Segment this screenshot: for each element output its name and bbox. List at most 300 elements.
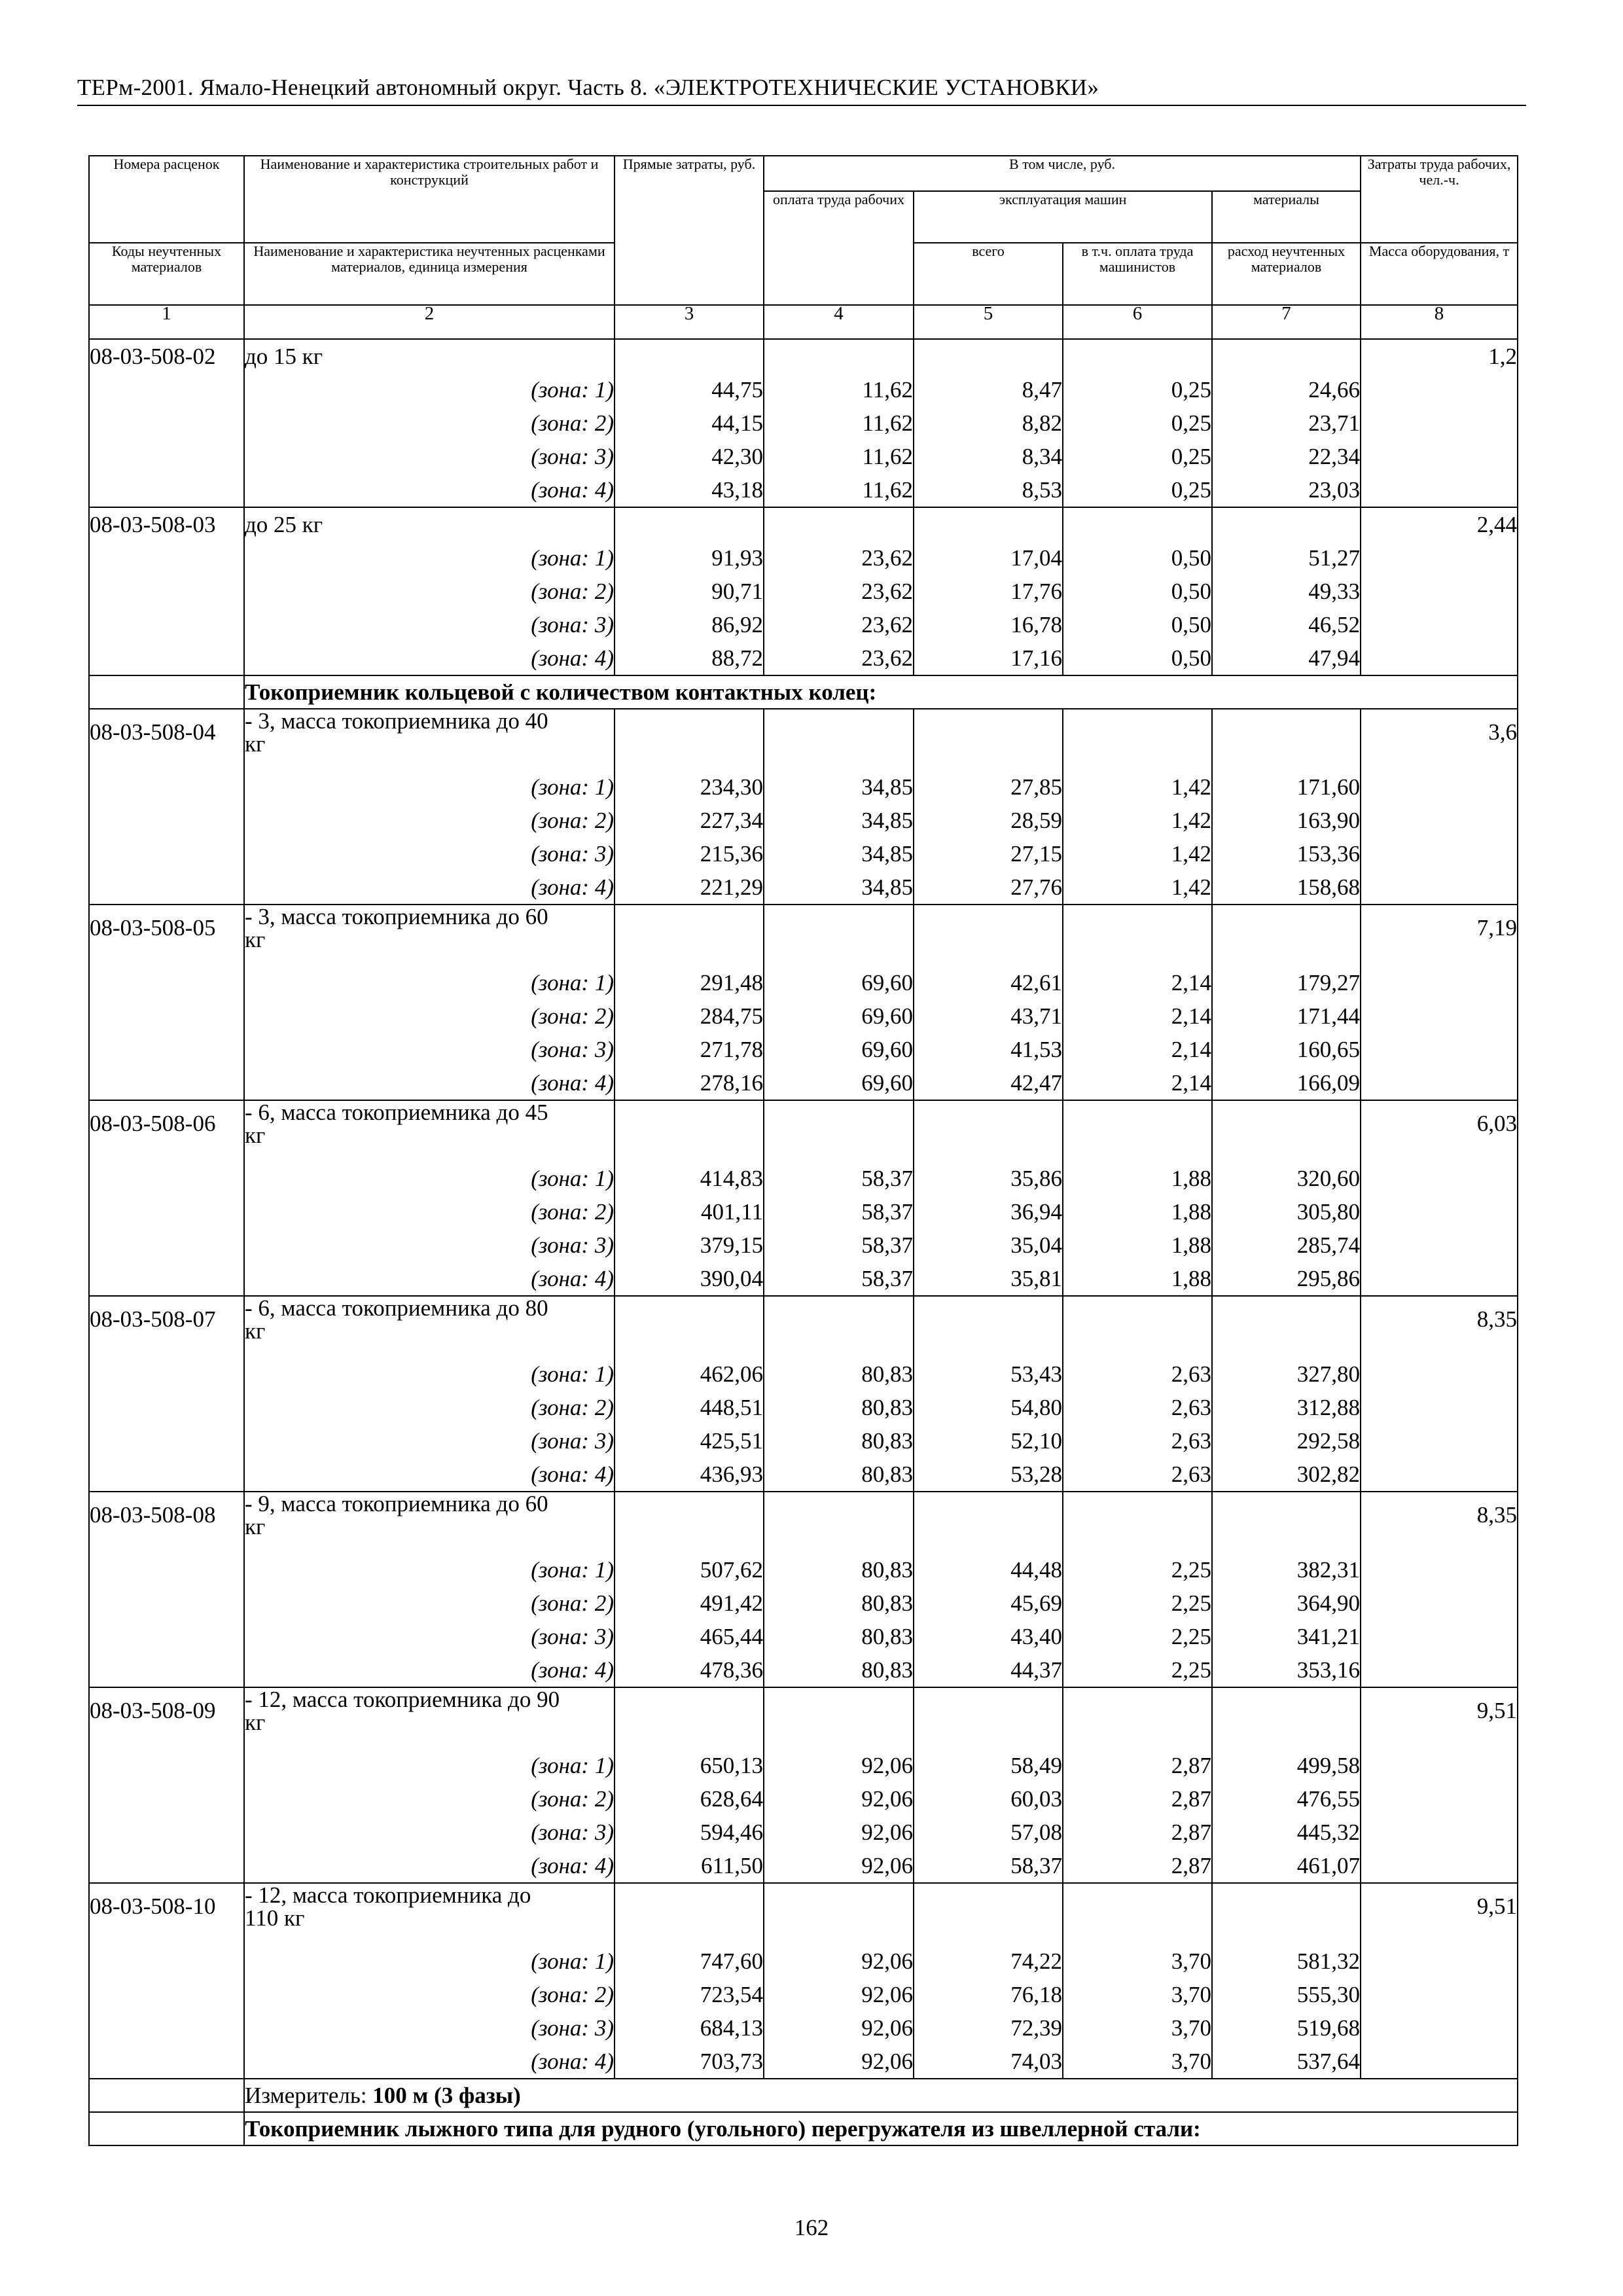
measurement-unit [244, 2079, 1518, 2112]
spacer [764, 1884, 913, 1929]
spacer [615, 1688, 763, 1734]
col-number: 1 [89, 305, 244, 339]
zone-label: (зона: 1) [531, 1753, 614, 1778]
zone-label: (зона: 4) [531, 874, 614, 900]
machines-total-value: 74,03 [1010, 2049, 1062, 2074]
zone-label: (зона: 2) [531, 410, 614, 436]
direct-cost-value: 747,60 [700, 1948, 763, 1974]
machinist-wages-value: 0,50 [1171, 645, 1211, 671]
spacer [1213, 905, 1360, 951]
spacer [1063, 1297, 1211, 1342]
machines-total-value: 43,40 [1010, 1624, 1062, 1649]
direct-cost-value: 478,36 [700, 1657, 763, 1683]
materials-value: 445,32 [1296, 1820, 1361, 1845]
direct-cost-value-cell [615, 339, 764, 507]
work-name-line: - 12, масса токоприемника до [245, 1882, 531, 1908]
machines-total-value: 54,80 [1010, 1395, 1062, 1420]
materials-value: 23,71 [1308, 410, 1361, 436]
machines-total-value-cell [914, 1492, 1063, 1687]
machinist-wages-value: 2,25 [1171, 1657, 1211, 1683]
machinist-wages-value: 0,25 [1171, 377, 1211, 403]
direct-cost-value-cell [615, 507, 764, 675]
machines-total-value: 42,47 [1010, 1070, 1062, 1096]
machinist-wages-value-cell [1063, 507, 1212, 675]
machinist-wages-value: 1,88 [1171, 1232, 1211, 1258]
wages-value: 92,06 [861, 1853, 913, 1878]
machines-total-value: 60,03 [1010, 1786, 1062, 1812]
machines-total-value: 42,61 [1010, 970, 1062, 996]
work-name-line: кг [245, 1710, 266, 1735]
wages-value: 23,62 [861, 579, 913, 604]
zone-label: (зона: 3) [531, 612, 614, 637]
direct-cost-value-cell [615, 709, 764, 905]
materials-value: 382,31 [1296, 1557, 1361, 1583]
equipment-mass: 9,51 [1361, 1883, 1518, 2079]
direct-cost-value: 234,30 [700, 774, 763, 800]
machinist-wages-value: 0,25 [1171, 410, 1211, 436]
rate-code: 08-03-508-07 [89, 1296, 244, 1492]
work-description [244, 1100, 615, 1296]
materials-value: 519,68 [1296, 2015, 1361, 2041]
spacer [764, 1342, 913, 1357]
direct-cost-value-cell [615, 1100, 764, 1296]
machinist-wages-value: 2,63 [1171, 1361, 1211, 1387]
direct-cost-value: 491,42 [700, 1590, 763, 1616]
spacer [764, 508, 913, 541]
machines-total-value: 17,76 [1010, 579, 1062, 604]
work-description [244, 339, 615, 507]
direct-cost-value: 86,92 [711, 612, 763, 637]
materials-value: 179,27 [1296, 970, 1361, 996]
wages-value: 58,37 [861, 1266, 913, 1291]
zone-label: (зона: 4) [531, 2049, 614, 2074]
meter-row [89, 2079, 1518, 2112]
spacer [1063, 951, 1211, 966]
machines-total-value: 27,85 [1010, 774, 1062, 800]
wages-value-cell [764, 339, 914, 507]
spacer [245, 1147, 614, 1162]
direct-cost-value: 448,51 [700, 1395, 763, 1420]
spacer [1063, 1147, 1211, 1162]
direct-cost-value: 42,30 [711, 444, 763, 469]
spacer [764, 1734, 913, 1749]
zone-label: (зона: 1) [531, 545, 614, 571]
spacer [245, 1538, 614, 1553]
zone-label: (зона: 2) [531, 579, 614, 604]
machines-total-value: 58,37 [1010, 1853, 1062, 1878]
machines-total-value: 16,78 [1010, 612, 1062, 637]
work-description [244, 1883, 615, 2079]
direct-cost-value: 650,13 [700, 1753, 763, 1778]
work-name-line: - 6, масса токоприемника до 45 [245, 1100, 548, 1125]
machinist-wages-value: 2,87 [1171, 1820, 1211, 1845]
rate-code: 08-03-508-06 [89, 1100, 244, 1296]
spacer [1063, 709, 1211, 755]
col-name-top: Наименование и характеристика строительных работ и конструкций [244, 156, 615, 243]
zone-label: (зона: 3) [531, 1820, 614, 1845]
wages-value: 58,37 [861, 1166, 913, 1191]
direct-cost-value: 43,18 [711, 477, 763, 503]
zone-label: (зона: 2) [531, 808, 614, 833]
meter-label: Измеритель: [245, 2083, 367, 2108]
spacer [764, 1101, 913, 1147]
materials-value: 555,30 [1296, 1982, 1361, 2007]
materials-value: 46,52 [1308, 612, 1361, 637]
materials-value: 302,82 [1296, 1462, 1361, 1487]
materials-value-cell [1212, 1492, 1361, 1687]
materials-value: 537,64 [1296, 2049, 1361, 2074]
wages-value: 69,60 [861, 1070, 913, 1096]
spacer [764, 340, 913, 373]
machines-total-value: 8,34 [1022, 444, 1062, 469]
machinist-wages-value: 3,70 [1171, 2049, 1211, 2074]
spacer [615, 755, 763, 770]
machines-total-value: 41,53 [1010, 1037, 1062, 1062]
machinist-wages-value-cell [1063, 1296, 1212, 1492]
zone-label: (зона: 3) [531, 1037, 614, 1062]
materials-value-cell [1212, 1100, 1361, 1296]
zone-label: (зона: 1) [531, 377, 614, 403]
machines-total-value-cell [914, 1883, 1063, 2079]
spacer [245, 1734, 614, 1749]
equipment-mass: 8,35 [1361, 1492, 1518, 1687]
work-name-line: кг [245, 1514, 266, 1539]
zone-label: (зона: 2) [531, 1003, 614, 1029]
wages-value: 92,06 [861, 1982, 913, 2007]
work-name-line: кг [245, 1122, 266, 1148]
zone-label: (зона: 3) [531, 444, 614, 469]
direct-cost-value: 594,46 [700, 1820, 763, 1845]
materials-value: 476,55 [1296, 1786, 1361, 1812]
machines-total-value-cell [914, 1296, 1063, 1492]
materials-value-cell [1212, 339, 1361, 507]
spacer [914, 508, 1062, 541]
col-machines-total: всего [914, 243, 1063, 305]
spacer [764, 755, 913, 770]
work-name [245, 1884, 614, 1929]
machinist-wages-value: 0,50 [1171, 579, 1211, 604]
machinist-wages-value: 0,25 [1171, 444, 1211, 469]
meter-value: 100 м (3 фазы) [372, 2083, 521, 2108]
machines-total-value: 35,86 [1010, 1166, 1062, 1191]
direct-cost-value: 271,78 [700, 1037, 763, 1062]
spacer [764, 1297, 913, 1342]
work-name-line: до 15 кг [245, 344, 323, 369]
spacer [1063, 905, 1211, 951]
spacer [1213, 1688, 1360, 1734]
table-row [89, 709, 1518, 905]
machines-total-value: 8,47 [1022, 377, 1062, 403]
wages-value: 80,83 [861, 1395, 913, 1420]
materials-value: 51,27 [1308, 545, 1361, 571]
machinist-wages-value: 2,63 [1171, 1395, 1211, 1420]
wages-value: 92,06 [861, 2015, 913, 2041]
spacer [914, 1147, 1062, 1162]
spacer [245, 951, 614, 966]
machinist-wages-value: 2,87 [1171, 1786, 1211, 1812]
materials-value-cell [1212, 709, 1361, 905]
wages-value: 80,83 [861, 1624, 913, 1649]
spacer [615, 709, 763, 755]
spacer [914, 1884, 1062, 1929]
machinist-wages-value-cell [1063, 905, 1212, 1100]
machines-total-value-cell [914, 1100, 1063, 1296]
machines-total-value: 76,18 [1010, 1982, 1062, 2007]
work-name-line: кг [245, 1318, 266, 1344]
machines-total-value: 74,22 [1010, 1948, 1062, 1974]
direct-cost-value: 88,72 [711, 645, 763, 671]
wages-value: 34,85 [861, 874, 913, 900]
machinist-wages-value: 3,70 [1171, 1948, 1211, 1974]
spacer [615, 905, 763, 951]
zone-label: (зона: 4) [531, 477, 614, 503]
wages-value: 92,06 [861, 1753, 913, 1778]
spacer [1213, 1101, 1360, 1147]
materials-value: 166,09 [1296, 1070, 1361, 1096]
materials-value-cell [1212, 1296, 1361, 1492]
spacer [764, 1929, 913, 1945]
materials-value: 47,94 [1308, 645, 1361, 671]
spacer [615, 1538, 763, 1553]
equipment-mass: 6,03 [1361, 1100, 1518, 1296]
materials-value: 305,80 [1296, 1199, 1361, 1225]
direct-cost-value: 278,16 [700, 1070, 763, 1096]
work-description [244, 507, 615, 675]
col-number: 7 [1212, 305, 1361, 339]
header-rule [77, 105, 1526, 106]
wages-value-cell [764, 507, 914, 675]
spacer [914, 1297, 1062, 1342]
machinist-wages-value: 2,87 [1171, 1853, 1211, 1878]
machines-total-value-cell [914, 339, 1063, 507]
zone-label: (зона: 4) [531, 1657, 614, 1683]
table-row [89, 339, 1518, 507]
direct-cost-value: 90,71 [711, 579, 763, 604]
section-spacer [89, 675, 244, 709]
wages-value: 23,62 [861, 612, 913, 637]
direct-cost-value-cell [615, 905, 764, 1100]
work-name [245, 1101, 614, 1147]
spacer [1213, 709, 1360, 755]
machinist-wages-value-cell [1063, 1492, 1212, 1687]
zone-label: (зона: 4) [531, 1070, 614, 1096]
machines-total-value: 44,37 [1010, 1657, 1062, 1683]
spacer [1213, 755, 1360, 770]
machines-total-value: 72,39 [1010, 2015, 1062, 2041]
spacer [1063, 1101, 1211, 1147]
work-name [245, 905, 614, 951]
work-name [245, 1297, 614, 1342]
spacer [1213, 1492, 1360, 1538]
work-name-line: кг [245, 927, 266, 952]
spacer [615, 1342, 763, 1357]
spacer [914, 340, 1062, 373]
spacer [1213, 1884, 1360, 1929]
machines-total-value-cell [914, 905, 1063, 1100]
direct-cost-value: 611,50 [701, 1853, 763, 1878]
wages-value-cell [764, 1492, 914, 1687]
direct-cost-value: 379,15 [700, 1232, 763, 1258]
machines-total-value: 52,10 [1010, 1428, 1062, 1454]
wages-value-cell [764, 1100, 914, 1296]
wages-value-cell [764, 1296, 914, 1492]
work-name-line: кг [245, 731, 266, 757]
equipment-mass: 7,19 [1361, 905, 1518, 1100]
direct-cost-value-cell [615, 1883, 764, 2079]
machines-total-value: 27,76 [1010, 874, 1062, 900]
equipment-mass: 8,35 [1361, 1296, 1518, 1492]
zone-label: (зона: 1) [531, 774, 614, 800]
machines-total-value: 28,59 [1010, 808, 1062, 833]
spacer [615, 1929, 763, 1945]
spacer [764, 905, 913, 951]
zone-label: (зона: 3) [531, 841, 614, 867]
machinist-wages-value: 1,42 [1171, 774, 1211, 800]
materials-value: 160,65 [1296, 1037, 1361, 1062]
spacer [615, 508, 763, 541]
materials-value: 353,16 [1296, 1657, 1361, 1683]
direct-cost-value-cell [615, 1296, 764, 1492]
zone-label: (зона: 1) [531, 1557, 614, 1583]
spacer [615, 1147, 763, 1162]
spacer [914, 905, 1062, 951]
direct-cost-value: 425,51 [700, 1428, 763, 1454]
col-machines-wages: в т.ч. оплата труда машинистов [1063, 243, 1212, 305]
spacer [1063, 1734, 1211, 1749]
col-number: 5 [914, 305, 1063, 339]
section-title: Токоприемник лыжного типа для рудного (угольного) перегружателя из швеллерной стали: [244, 2112, 1518, 2145]
direct-cost-value: 507,62 [700, 1557, 763, 1583]
materials-value: 153,36 [1296, 841, 1361, 867]
wages-value: 58,37 [861, 1199, 913, 1225]
zone-label: (зона: 3) [531, 1232, 614, 1258]
equipment-mass: 9,51 [1361, 1687, 1518, 1883]
wages-value: 80,83 [861, 1361, 913, 1387]
wages-value: 80,83 [861, 1428, 913, 1454]
direct-cost-value-cell [615, 1492, 764, 1687]
col-code-top: Номера расценок [89, 156, 244, 243]
machines-total-value: 57,08 [1010, 1820, 1062, 1845]
wages-value: 23,62 [861, 545, 913, 571]
machinist-wages-value: 2,25 [1171, 1624, 1211, 1649]
col-materials: материалы [1212, 191, 1361, 243]
spacer [914, 1342, 1062, 1357]
materials-value-cell [1212, 507, 1361, 675]
spacer [1213, 951, 1360, 966]
spacer [914, 1101, 1062, 1147]
col-number: 2 [244, 305, 615, 339]
direct-cost-value: 44,15 [711, 410, 763, 436]
zone-label: (зона: 2) [531, 1395, 614, 1420]
direct-cost-value: 227,34 [700, 808, 763, 833]
spacer [615, 340, 763, 373]
table-row [89, 507, 1518, 675]
materials-value: 581,32 [1296, 1948, 1361, 1974]
machinist-wages-value: 2,63 [1171, 1462, 1211, 1487]
machines-total-value: 53,43 [1010, 1361, 1062, 1387]
zone-label: (зона: 1) [531, 1166, 614, 1191]
zone-label: (зона: 4) [531, 1853, 614, 1878]
machinist-wages-value: 1,42 [1171, 874, 1211, 900]
machines-total-value: 35,04 [1010, 1232, 1062, 1258]
work-name-line: - 6, масса токоприемника до 80 [245, 1295, 548, 1321]
col-number: 4 [764, 305, 914, 339]
wages-value: 92,06 [861, 2049, 913, 2074]
zone-label: (зона: 4) [531, 1266, 614, 1291]
work-description [244, 1296, 615, 1492]
spacer [245, 755, 614, 770]
wages-value: 69,60 [861, 970, 913, 996]
wages-value: 92,06 [861, 1820, 913, 1845]
spacer [1213, 1147, 1360, 1162]
spacer [764, 1492, 913, 1538]
spacer [1213, 508, 1360, 541]
spacer [764, 1688, 913, 1734]
work-description [244, 1687, 615, 1883]
col-materials-unaccounted: расход неучтенных материалов [1212, 243, 1361, 305]
zone-label: (зона: 2) [531, 1786, 614, 1812]
machinist-wages-value: 2,25 [1171, 1557, 1211, 1583]
direct-cost-value: 291,48 [700, 970, 763, 996]
direct-cost-value: 462,06 [700, 1361, 763, 1387]
wages-value: 34,85 [861, 841, 913, 867]
table-row [89, 905, 1518, 1100]
spacer [615, 1734, 763, 1749]
materials-value-cell [1212, 1687, 1361, 1883]
materials-value-cell [1212, 1883, 1361, 2079]
spacer [914, 1734, 1062, 1749]
page-number: 162 [794, 2215, 829, 2240]
materials-value: 171,44 [1296, 1003, 1361, 1029]
machinist-wages-value: 3,70 [1171, 2015, 1211, 2041]
rate-code: 08-03-508-03 [89, 507, 244, 675]
work-name-line: 110 кг [245, 1905, 305, 1931]
direct-cost-value: 215,36 [700, 841, 763, 867]
spacer [914, 1688, 1062, 1734]
wages-value: 92,06 [861, 1948, 913, 1974]
work-description [244, 905, 615, 1100]
wages-value: 23,62 [861, 645, 913, 671]
materials-value: 499,58 [1296, 1753, 1361, 1778]
zone-label: (зона: 3) [531, 1428, 614, 1454]
machinist-wages-value: 2,25 [1171, 1590, 1211, 1616]
wages-value: 34,85 [861, 808, 913, 833]
rate-code: 08-03-508-05 [89, 905, 244, 1100]
machinist-wages-value: 0,50 [1171, 612, 1211, 637]
zone-label: (зона: 3) [531, 1624, 614, 1649]
direct-cost-value: 284,75 [700, 1003, 763, 1029]
spacer [914, 1929, 1062, 1945]
machinist-wages-value: 1,88 [1171, 1166, 1211, 1191]
work-name [245, 1688, 614, 1734]
spacer [914, 709, 1062, 755]
wages-value-cell [764, 1687, 914, 1883]
spacer [1063, 755, 1211, 770]
table-row [89, 1296, 1518, 1492]
machinist-wages-value: 1,42 [1171, 841, 1211, 867]
materials-value: 23,03 [1308, 477, 1361, 503]
materials-value: 364,90 [1296, 1590, 1361, 1616]
rates-table [88, 155, 1518, 2146]
machinist-wages-value: 1,88 [1171, 1199, 1211, 1225]
spacer [615, 1297, 763, 1342]
spacer [1213, 1734, 1360, 1749]
work-description [244, 1492, 615, 1687]
machines-total-value-cell [914, 1687, 1063, 1883]
equipment-mass: 2,44 [1361, 507, 1518, 675]
direct-cost-value: 684,13 [700, 2015, 763, 2041]
spacer [1063, 1342, 1211, 1357]
